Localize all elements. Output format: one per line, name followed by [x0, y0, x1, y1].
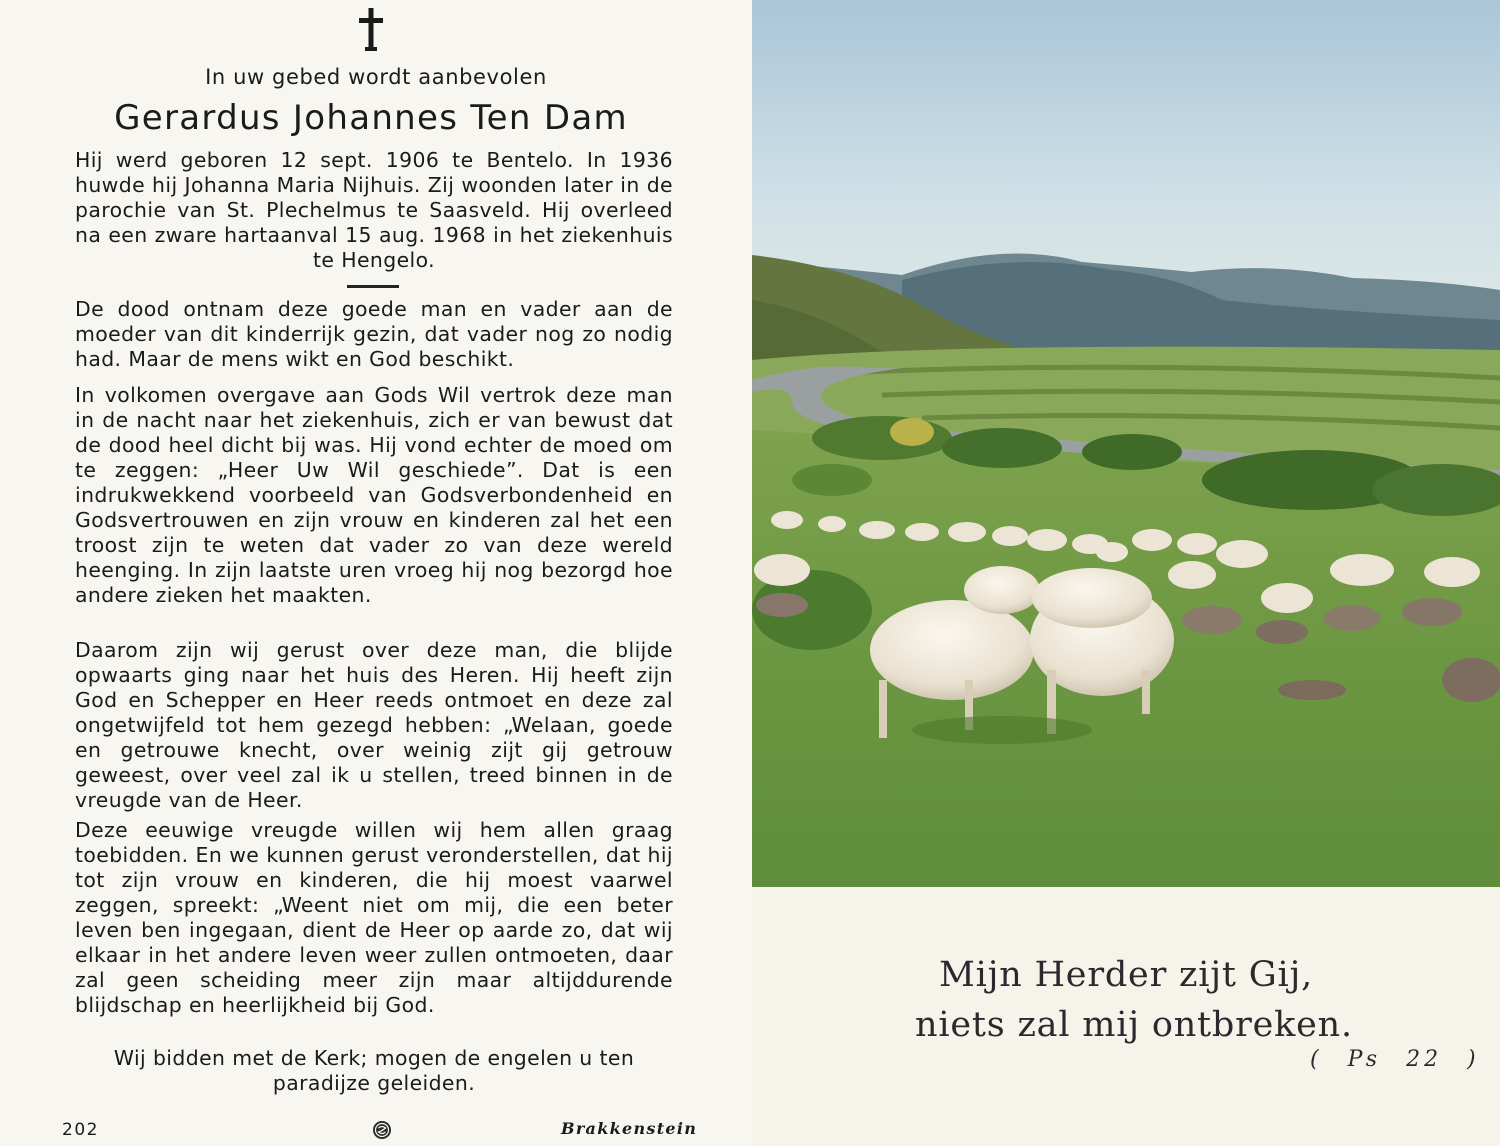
intro-line: In uw gebed wordt aanbevolen	[205, 65, 547, 89]
closing-prayer: Wij bidden met de Kerk; mogen de engelen u ten paradijze geleiden.	[113, 1046, 635, 1095]
divider	[347, 285, 399, 288]
verse-line-1: Mijn Herder zijt Gij,	[938, 955, 1314, 995]
paragraph-4: Deze eeuwige vreugde willen wij hem allen graag toebidden. En we kunnen gerust veronderstellen, dat hij tot zijn vrouw en kinderen, die hij moest vaarwel zeggen, spreekt: „Weent niet om mij, die een beter leven ben ingegaan, dient de Heer op aarde zo, dat wij elkaar in het andere leven weer zullen ontmoeten, daar zal geen scheiding meer zijn maar altijddurende blijdschap en heerlijkheid bij God.	[75, 818, 673, 1017]
publisher-logo-icon	[372, 1120, 392, 1140]
publisher-name: Brakkenstein	[561, 1119, 698, 1138]
paragraph-3: Daarom zijn wij gerust over deze man, die blijde opwaarts ging naar het huis des Heren. Hij heeft zijn God en Schepper en Heer reeds ontmoet en deze zal ongetwijfeld tot hem gezegd hebben: „Welaan, goede en getrouwe knecht, over weinig zijt gij getrouw geweest, over veel zal ik u stellen, treed binnen in de vreugde van de Heer.	[75, 638, 673, 812]
verse-line-2: niets zal mij ontbreken.	[915, 1005, 1353, 1045]
memorial-card-image-side	[752, 0, 1500, 1146]
deceased-name: Gerardus Johannes Ten Dam	[114, 98, 628, 138]
biography: Hij werd geboren 12 sept. 1906 te Bentelo. In 1936 huwde hij Johanna Maria Nijhuis. Zij woonden later in de parochie van St. Plechelmus te Saasveld. Hij overleed na een zware hartaanval 15 aug. 1968 in het ziekenhuis te Hengelo.	[75, 148, 673, 272]
card-number: 202	[62, 1120, 99, 1140]
paragraph-2: In volkomen overgave aan Gods Wil vertrok deze man in de nacht naar het ziekenhuis, zich er van bewust dat de dood heel dicht bij was. Hij vond echter de moed om te zeggen: „Heer Uw Wil geschiede”. Dat is een indrukwekkend voorbeeld van Godsverbondenheid en Godsvertrouwen en zijn vrouw en kinderen zal het een troost zijn te weten dat vader zo van deze wereld heenging. In zijn laatste uren vroeg hij nog bezorgd hoe andere zieken het maakten.	[75, 383, 673, 607]
psalm-reference: ( Ps 22 )	[1310, 1047, 1480, 1072]
paragraph-1: De dood ontnam deze goede man en vader aan de moeder van dit kinderrijk gezin, dat vader nog zo nodig had. Maar de mens wikt en God beschikt.	[75, 297, 673, 371]
cross-icon	[358, 6, 384, 52]
psalm-verse	[752, 950, 1500, 1050]
sheep-pasture-photo	[752, 0, 1500, 887]
